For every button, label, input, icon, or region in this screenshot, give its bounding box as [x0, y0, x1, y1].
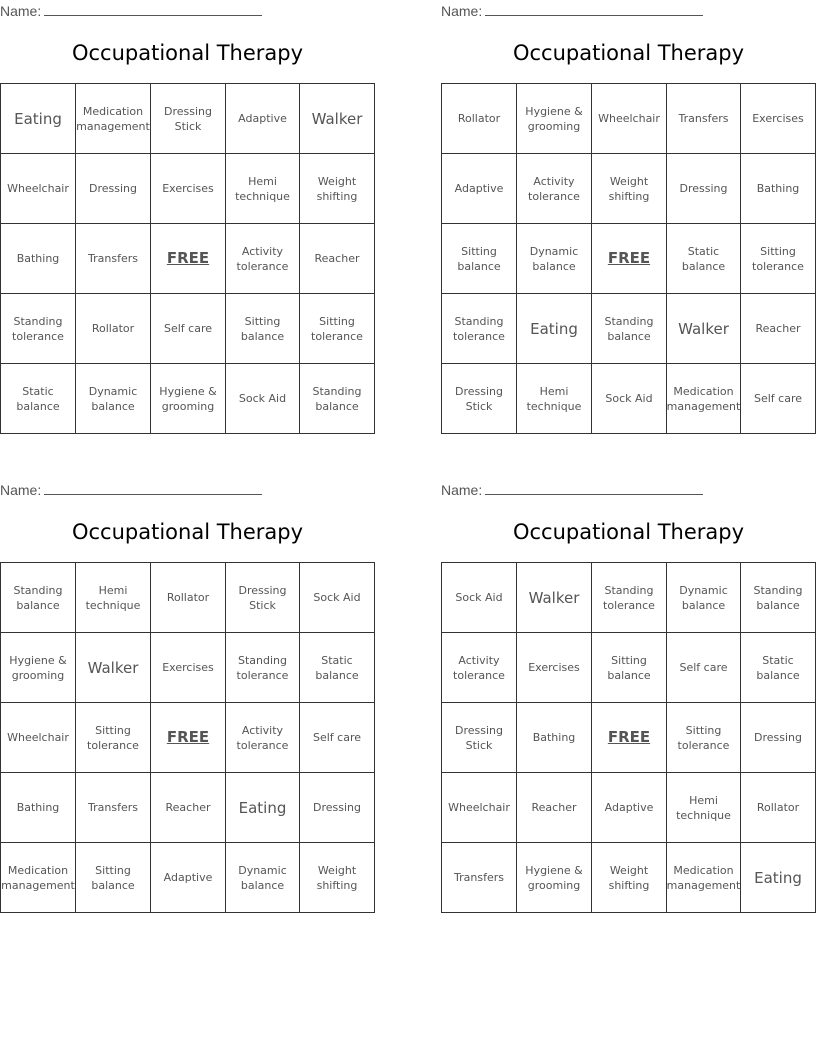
bingo-cell: Self care	[667, 633, 741, 703]
bingo-cell: Sock Aid	[300, 563, 375, 633]
bingo-cell: Walker	[667, 294, 741, 364]
bingo-cell: Self care	[151, 294, 226, 364]
bingo-cell: Adaptive	[226, 84, 300, 154]
free-space: FREE	[592, 224, 667, 294]
bingo-cell: Exercises	[741, 84, 816, 154]
name-blank[interactable]	[44, 1, 262, 16]
bingo-cell: Sock Aid	[442, 563, 517, 633]
bingo-cell: Medication management	[667, 364, 741, 434]
bingo-cell: Dressing	[76, 154, 151, 224]
name-line	[441, 480, 703, 500]
bingo-cell: Bathing	[517, 703, 592, 773]
bingo-cell: Medication management	[1, 843, 76, 913]
free-space: FREE	[151, 703, 226, 773]
bingo-cell: Sitting tolerance	[76, 703, 151, 773]
name-label: Name:	[0, 3, 42, 19]
bingo-cell: Medication management	[76, 84, 151, 154]
bingo-cell: Sitting balance	[592, 633, 667, 703]
bingo-cell: Hygiene & grooming	[151, 364, 226, 434]
card-title: Occupational Therapy	[512, 520, 745, 544]
bingo-cell: Static balance	[741, 633, 816, 703]
bingo-cell: Rollator	[76, 294, 151, 364]
card-title: Occupational Therapy	[512, 41, 745, 65]
card-title: Occupational Therapy	[71, 520, 304, 544]
bingo-cell: Transfers	[667, 84, 741, 154]
bingo-cell: Activity tolerance	[226, 224, 300, 294]
name-blank[interactable]	[44, 480, 262, 495]
bingo-card-1	[0, 0, 375, 440]
bingo-grid	[441, 83, 816, 434]
bingo-cell: Dynamic balance	[76, 364, 151, 434]
bingo-cell: Sitting balance	[442, 224, 517, 294]
bingo-cell: Sitting balance	[226, 294, 300, 364]
bingo-cell: Self care	[741, 364, 816, 434]
bingo-cell: Wheelchair	[442, 773, 517, 843]
bingo-cell: Eating	[1, 84, 76, 154]
bingo-cell: Dressing	[741, 703, 816, 773]
bingo-cell: Transfers	[442, 843, 517, 913]
bingo-cell: Hemi technique	[226, 154, 300, 224]
bingo-cell: Exercises	[517, 633, 592, 703]
bingo-card-4	[441, 479, 816, 919]
bingo-cell: Dressing	[300, 773, 375, 843]
bingo-cell: Adaptive	[592, 773, 667, 843]
bingo-cell: Walker	[300, 84, 375, 154]
bingo-cell: Adaptive	[151, 843, 226, 913]
bingo-cell: Sitting balance	[76, 843, 151, 913]
bingo-cell: Activity tolerance	[517, 154, 592, 224]
bingo-cell: Self care	[300, 703, 375, 773]
bingo-cell: Dressing Stick	[226, 563, 300, 633]
bingo-cell: Wheelchair	[1, 154, 76, 224]
bingo-cell: Hemi technique	[517, 364, 592, 434]
bingo-grid	[0, 83, 375, 434]
bingo-cell: Exercises	[151, 154, 226, 224]
free-space: FREE	[592, 703, 667, 773]
bingo-grid	[0, 562, 375, 913]
bingo-cell: Walker	[76, 633, 151, 703]
bingo-cell: Standing balance	[741, 563, 816, 633]
bingo-cell: Dressing Stick	[442, 703, 517, 773]
bingo-cell: Dynamic balance	[517, 224, 592, 294]
bingo-cell: Medication management	[667, 843, 741, 913]
bingo-cell: Standing tolerance	[442, 294, 517, 364]
bingo-card-2	[441, 0, 816, 440]
bingo-cell: Sitting tolerance	[300, 294, 375, 364]
bingo-cell: Walker	[517, 563, 592, 633]
bingo-cell: Wheelchair	[1, 703, 76, 773]
bingo-cell: Static balance	[1, 364, 76, 434]
name-line	[441, 1, 703, 21]
bingo-cell: Static balance	[300, 633, 375, 703]
bingo-cell: Standing tolerance	[1, 294, 76, 364]
bingo-cell: Dressing	[667, 154, 741, 224]
bingo-cell: Dynamic balance	[667, 563, 741, 633]
bingo-grid	[441, 562, 816, 913]
bingo-cell: Dressing Stick	[442, 364, 517, 434]
name-label: Name:	[441, 3, 483, 19]
name-label: Name:	[441, 482, 483, 498]
name-label: Name:	[0, 482, 42, 498]
bingo-cell: Bathing	[1, 224, 76, 294]
bingo-cell: Sock Aid	[226, 364, 300, 434]
bingo-cell: Activity tolerance	[226, 703, 300, 773]
bingo-cell: Reacher	[151, 773, 226, 843]
bingo-cell: Standing balance	[1, 563, 76, 633]
bingo-cell: Hemi technique	[667, 773, 741, 843]
bingo-cell: Bathing	[1, 773, 76, 843]
bingo-cell: Rollator	[442, 84, 517, 154]
bingo-cell: Activity tolerance	[442, 633, 517, 703]
bingo-cell: Sitting tolerance	[741, 224, 816, 294]
bingo-cell: Sock Aid	[592, 364, 667, 434]
bingo-cell: Hygiene & grooming	[517, 843, 592, 913]
bingo-cell: Eating	[741, 843, 816, 913]
bingo-cell: Standing balance	[300, 364, 375, 434]
bingo-cell: Hygiene & grooming	[1, 633, 76, 703]
bingo-cell: Weight shifting	[592, 843, 667, 913]
bingo-cell: Sitting tolerance	[667, 703, 741, 773]
bingo-cell: Dynamic balance	[226, 843, 300, 913]
bingo-cell: Hemi technique	[76, 563, 151, 633]
bingo-cell: Eating	[517, 294, 592, 364]
bingo-cell: Transfers	[76, 773, 151, 843]
free-space: FREE	[151, 224, 226, 294]
name-line	[0, 480, 262, 500]
bingo-cell: Eating	[226, 773, 300, 843]
bingo-cell: Weight shifting	[300, 843, 375, 913]
bingo-cell: Exercises	[151, 633, 226, 703]
name-line	[0, 1, 262, 21]
bingo-cell: Dressing Stick	[151, 84, 226, 154]
bingo-cell: Reacher	[517, 773, 592, 843]
bingo-cell: Static balance	[667, 224, 741, 294]
bingo-cell: Weight shifting	[592, 154, 667, 224]
name-blank[interactable]	[485, 1, 703, 16]
bingo-cell: Weight shifting	[300, 154, 375, 224]
bingo-cell: Rollator	[741, 773, 816, 843]
bingo-cell: Hygiene & grooming	[517, 84, 592, 154]
bingo-cell: Rollator	[151, 563, 226, 633]
bingo-cell: Wheelchair	[592, 84, 667, 154]
bingo-cell: Reacher	[741, 294, 816, 364]
bingo-cell: Standing balance	[592, 294, 667, 364]
card-title: Occupational Therapy	[71, 41, 304, 65]
name-blank[interactable]	[485, 480, 703, 495]
bingo-cell: Adaptive	[442, 154, 517, 224]
bingo-cell: Bathing	[741, 154, 816, 224]
bingo-card-3	[0, 479, 375, 919]
bingo-cell: Standing tolerance	[592, 563, 667, 633]
bingo-cell: Transfers	[76, 224, 151, 294]
bingo-cell: Reacher	[300, 224, 375, 294]
bingo-cell: Standing tolerance	[226, 633, 300, 703]
